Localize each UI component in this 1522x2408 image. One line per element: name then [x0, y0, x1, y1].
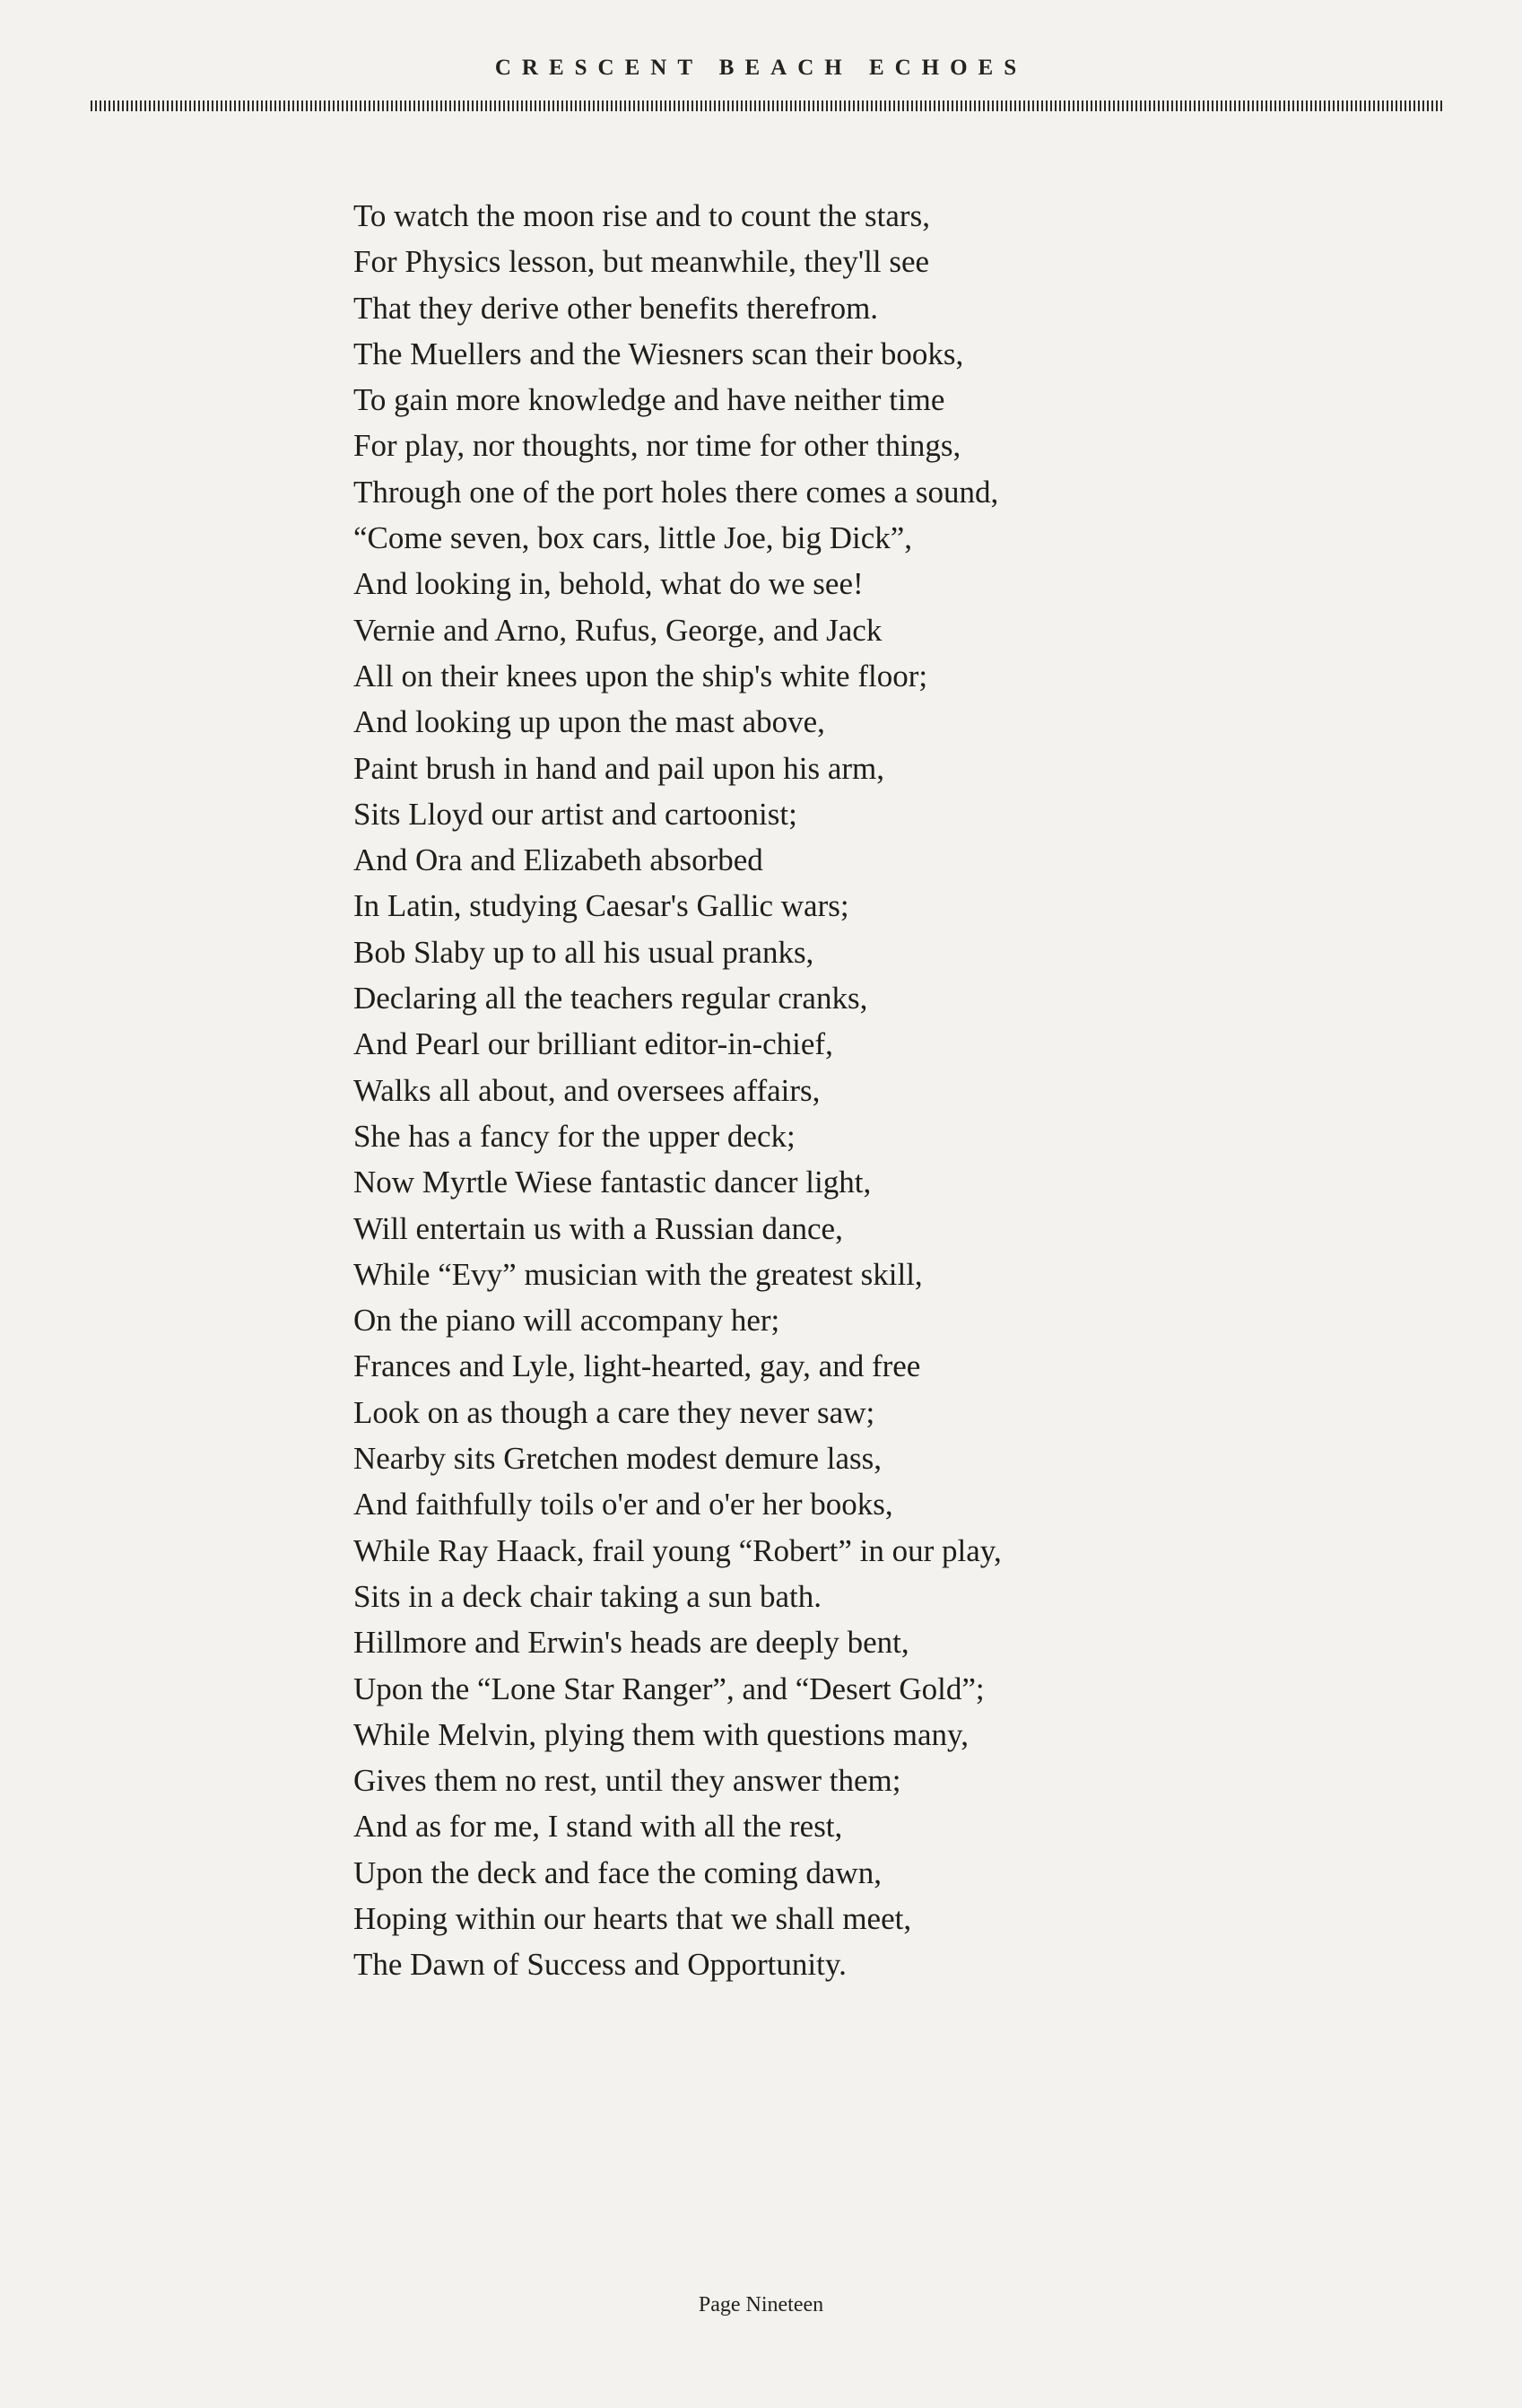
poem-line: Look on as though a care they never saw;	[353, 1394, 875, 1430]
page-number: Page Nineteen	[698, 2293, 824, 2316]
poem-line: The Dawn of Success and Opportunity.	[353, 1947, 847, 1983]
poem-line: While Melvin, plying them with questions many,	[353, 1716, 969, 1752]
poem-line: Declaring all the teachers regular cranks,	[353, 981, 868, 1016]
poem-line: And looking up upon the mast above,	[353, 704, 825, 740]
poem-line: Hoping within our hearts that we shall meet,	[353, 1900, 912, 1936]
poem-line: Walks all about, and oversees affairs,	[353, 1072, 821, 1108]
poem-line: Bob Slaby up to all his usual pranks,	[353, 934, 814, 970]
poem-line: And looking in, behold, what do we see!	[353, 566, 864, 602]
poem-line: All on their knees upon the ship's white floor;	[353, 658, 928, 694]
poem-line: Through one of the port holes there comes a sound,	[353, 474, 999, 510]
poem-line: To watch the moon rise and to count the stars,	[353, 198, 930, 233]
poem-line: Will entertain us with a Russian dance,	[353, 1210, 843, 1246]
poem-line: For Physics lesson, but meanwhile, they'll see	[353, 244, 930, 280]
poem-line: While Ray Haack, frail young “Robert” in our play,	[353, 1532, 1002, 1568]
poem-line: On the piano will accompany her;	[353, 1303, 780, 1339]
poem-line: Sits in a deck chair taking a sun bath.	[353, 1578, 822, 1614]
running-head: CRESCENT BEACH ECHOES	[494, 56, 1028, 80]
poem-line: “Come seven, box cars, little Joe, big Dick”,	[353, 520, 913, 556]
poem-line: While “Evy” musician with the greatest skill,	[353, 1256, 923, 1292]
poem-line: She has a fancy for the upper deck;	[353, 1118, 796, 1154]
poem-line: Hillmore and Erwin's heads are deeply bent,	[353, 1625, 909, 1661]
poem-line: Gives them no rest, until they answer them;	[353, 1763, 901, 1799]
poem-body	[353, 193, 1457, 1988]
poem-line: The Muellers and the Wiesners scan their books,	[353, 336, 964, 371]
header-rule	[91, 100, 1443, 111]
poem-line: And faithfully toils o'er and o'er her books,	[353, 1487, 893, 1522]
poem-line: Vernie and Arno, Rufus, George, and Jack	[353, 612, 883, 648]
poem-line: To gain more knowledge and have neither time	[353, 382, 945, 418]
poem-line: Now Myrtle Wiese fantastic dancer light,	[353, 1165, 872, 1200]
poem-line: And Ora and Elizabeth absorbed	[353, 842, 763, 878]
poem-line: That they derive other benefits therefrom.	[353, 290, 879, 326]
poem-line: In Latin, studying Caesar's Gallic wars;	[353, 888, 849, 924]
poem-line: Upon the deck and face the coming dawn,	[353, 1854, 882, 1890]
poem-line: Nearby sits Gretchen modest demure lass,	[353, 1441, 883, 1477]
poem-line: Sits Lloyd our artist and cartoonist;	[353, 796, 797, 832]
poem-line: For play, nor thoughts, nor time for other things,	[353, 428, 961, 464]
poem-line: Paint brush in hand and pail upon his arm,	[353, 750, 885, 786]
poem-line: And as for me, I stand with all the rest,	[353, 1809, 843, 1845]
poem-line: And Pearl our brilliant editor-in-chief,	[353, 1026, 833, 1062]
poem-line: Upon the “Lone Star Ranger”, and “Desert Gold”;	[353, 1671, 985, 1706]
poem-line: Frances and Lyle, light-hearted, gay, and free	[353, 1348, 921, 1384]
